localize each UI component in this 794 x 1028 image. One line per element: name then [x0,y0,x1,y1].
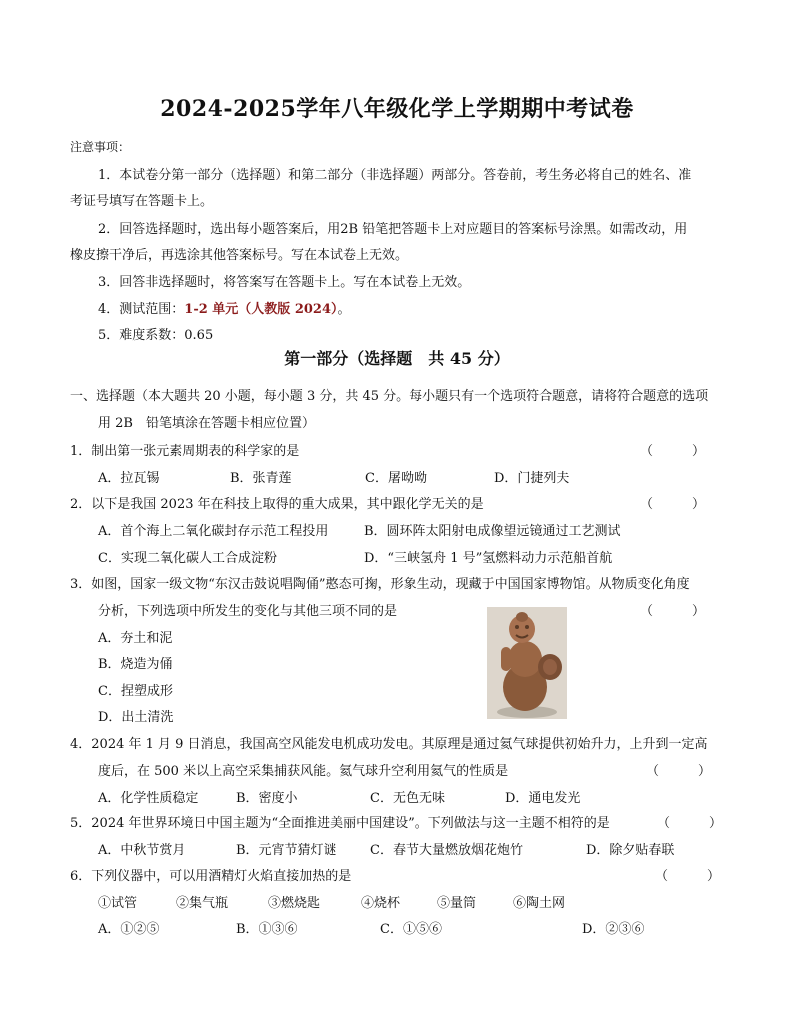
pottery-figurine-image [487,607,567,719]
question-6-option-b: B．①③⑥ [236,922,298,937]
note-1-line-2: 考证号填写在答题卡上。 [70,194,214,209]
question-5-answer-paren: （ ） [657,816,723,831]
question-6-item-1: ①试管 [98,896,138,911]
note-5: 5．难度系数：0.65 [98,328,214,343]
question-4-answer-paren: （ ） [646,764,712,779]
question-6-answer-paren: （ ） [655,869,721,884]
question-5-option-b: B．元宵节猜灯谜 [236,843,337,858]
question-5-option-d: D．除夕贴春联 [586,843,675,858]
question-4-stem-line-1: 4．2024 年 1 月 9 日消息，我国高空风能发电机成功发电。其原理是通过氦气球提供初始升力，上升到一定高 [70,737,708,752]
question-2-answer-paren: （ ） [640,497,706,512]
question-5-option-c: C．春节大量燃放烟花炮竹 [370,843,523,858]
question-6-item-5: ⑤量筒 [437,896,477,911]
note-4-prefix: 4．测试范围： [98,302,185,317]
question-2-option-c: C．实现二氧化碳人工合成淀粉 [98,551,277,566]
question-3-answer-paren: （ ） [640,604,706,619]
notes-heading: 注意事项： [70,140,131,154]
question-6-option-a: A．①②⑤ [98,922,160,937]
question-6-item-3: ③燃烧匙 [268,896,321,911]
question-1-option-c: C．屠呦呦 [365,471,427,486]
question-2-stem: 2．以下是我国 2023 年在科技上取得的重大成果，其中跟化学无关的是 [70,497,484,512]
question-2-option-d: D．“三峡氢舟 1 号”氢燃料动力示范船首航 [364,551,613,566]
note-2-line-2: 橡皮擦干净后，再选涂其他答案标号。写在本试卷上无效。 [70,248,409,263]
note-4-range: 1-2 单元（人教版 2024） [184,302,338,317]
question-1-answer-paren: （ ） [640,444,706,459]
question-3-option-c: C．捏塑成形 [98,684,173,699]
question-1-option-d: D．门捷列夫 [494,471,570,486]
question-5-option-a: A．中秋节赏月 [98,843,186,858]
question-6-option-c: C．①⑤⑥ [380,922,442,937]
question-1-option-b: B．张青莲 [230,471,292,486]
question-6-item-6: ⑥陶土网 [513,896,566,911]
question-3-stem-line-2: 分析，下列选项中所发生的变化与其他三项不同的是 [98,604,398,619]
note-1-line-1: 1．本试卷分第一部分（选择题）和第二部分（非选择题）两部分。答卷前，考生务必将自己的姓名、准 [98,168,692,183]
note-4 [98,298,351,317]
question-4-option-b: B．密度小 [236,791,298,806]
question-2-option-b: B．圆环阵太阳射电成像望远镜通过工艺测试 [364,524,621,539]
question-2-option-a: A．首个海上二氧化碳封存示范工程投用 [98,524,329,539]
note-3: 3．回答非选择题时，将答案写在答题卡上。写在本试卷上无效。 [98,275,471,290]
question-4-option-d: D．通电发光 [505,791,581,806]
question-1-stem: 1．制出第一张元素周期表的科学家的是 [70,444,300,459]
pottery-figurine-drawing [487,607,567,719]
question-3-option-d: D．出土清洗 [98,710,174,725]
question-6-item-4: ④烧杯 [361,896,401,911]
question-3-option-a: A．夯土和泥 [98,631,173,646]
section-heading: 第一部分（选择题 共 45 分） [284,349,510,368]
instructions-line-1: 一、选择题（本大题共 20 小题，每小题 3 分，共 45 分。每小题只有一个选项符合题意，请将符合题意的选项 [70,389,709,404]
page-title: 2024-2025学年八年级化学上学期期中考试卷 [160,96,634,122]
question-6-option-d: D．②③⑥ [582,922,645,937]
question-5-stem: 5．2024 年世界环境日中国主题为“全面推进美丽中国建设”。下列做法与这一主题不相符的是 [70,816,610,831]
question-6-item-2: ②集气瓶 [176,896,229,911]
question-6-stem: 6．下列仪器中，可以用酒精灯火焰直接加热的是 [70,869,352,884]
question-1-option-a: A．拉瓦锡 [98,471,160,486]
question-4-stem-line-2: 度后，在 500 米以上高空采集捕获风能。氦气球升空利用氦气的性质是 [98,764,509,779]
question-3-option-b: B．烧造为俑 [98,657,173,672]
question-4-option-a: A．化学性质稳定 [98,791,199,806]
instructions-line-2: 用 2B 铅笔填涂在答题卡相应位置） [98,416,315,431]
note-2-line-1: 2．回答选择题时，选出每小题答案后，用2B 铅笔把答题卡上对应题目的答案标号涂黑。如需改动，用 [98,222,688,237]
note-4-suffix: 。 [337,302,351,317]
question-3-stem-line-1: 3．如图，国家一级文物“东汉击鼓说唱陶俑”憨态可掬，形象生动，现藏于中国国家博物馆。从物质变化角度 [70,577,690,592]
question-4-option-c: C．无色无味 [370,791,445,806]
